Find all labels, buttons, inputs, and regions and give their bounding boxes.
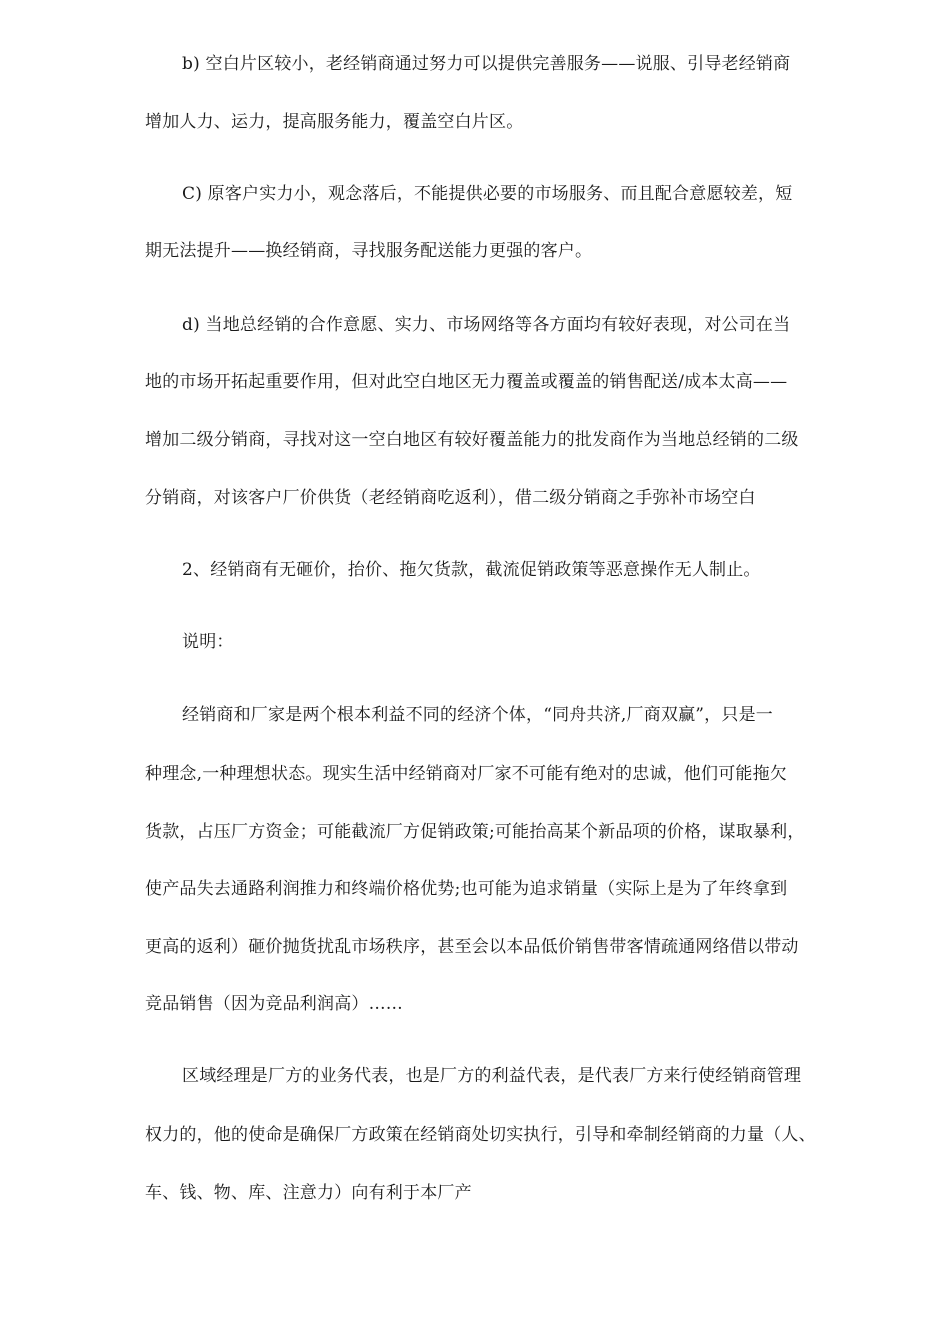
text-line-4: 期无法提升——换经销商，寻找服务配送能力更强的客户。 [145, 241, 593, 261]
text-line-17: 区域经理是厂方的业务代表，也是厂方的利益代表，是代表厂方来行使经销商管理 [182, 1066, 802, 1086]
text-line-9: 2、经销商有无砸价，抬价、拖欠货款，截流促销政策等恶意操作无人制止。 [182, 560, 761, 580]
text-line-14: 使产品失去通路利润推力和终端价格优势;也可能为追求销量（实际上是为了年终拿到 [145, 879, 788, 899]
text-line-16: 竞品销售（因为竞品利润高）…… [145, 994, 403, 1014]
text-line-8: 分销商，对该客户厂价供货（老经销商吃返利），借二级分销商之手弥补市场空白 [145, 488, 756, 508]
text-line-10: 说明： [182, 632, 234, 652]
text-line-7: 增加二级分销商，寻找对这一空白地区有较好覆盖能力的批发商作为当地总经销的二级 [145, 430, 799, 450]
text-line-2: 增加人力、运力，提高服务能力，覆盖空白片区。 [145, 112, 524, 132]
text-line-6: 地的市场开拓起重要作用，但对此空白地区无力覆盖或覆盖的销售配送/成本太高—— [145, 372, 788, 392]
text-line-13: 货款，占压厂方资金；可能截流厂方促销政策;可能抬高某个新品项的价格，谋取暴利， [145, 822, 805, 842]
text-line-18: 权力的，他的使命是确保厂方政策在经销商处切实执行，引导和牵制经销商的力量（人、 [145, 1125, 816, 1145]
text-line-11: 经销商和厂家是两个根本利益不同的经济个体，“同舟共济,厂商双赢”，只是一 [182, 705, 773, 725]
text-line-5: d) 当地总经销的合作意愿、实力、市场网络等各方面均有较好表现，对公司在当 [182, 315, 791, 335]
text-line-15: 更高的返利）砸价抛货扰乱市场秩序，甚至会以本品低价销售带客情疏通网络借以带动 [145, 937, 799, 957]
text-line-12: 种理念,一种理想状态。现实生活中经销商对厂家不可能有绝对的忠诚，他们可能拖欠 [145, 764, 788, 784]
text-line-19: 车、钱、物、库、注意力）向有利于本厂产 [145, 1183, 472, 1203]
text-line-3: C) 原客户实力小，观念落后，不能提供必要的市场服务、而且配合意愿较差，短 [182, 184, 793, 204]
text-line-1: b) 空白片区较小，老经销商通过努力可以提供完善服务——说服、引导老经销商 [182, 54, 791, 74]
